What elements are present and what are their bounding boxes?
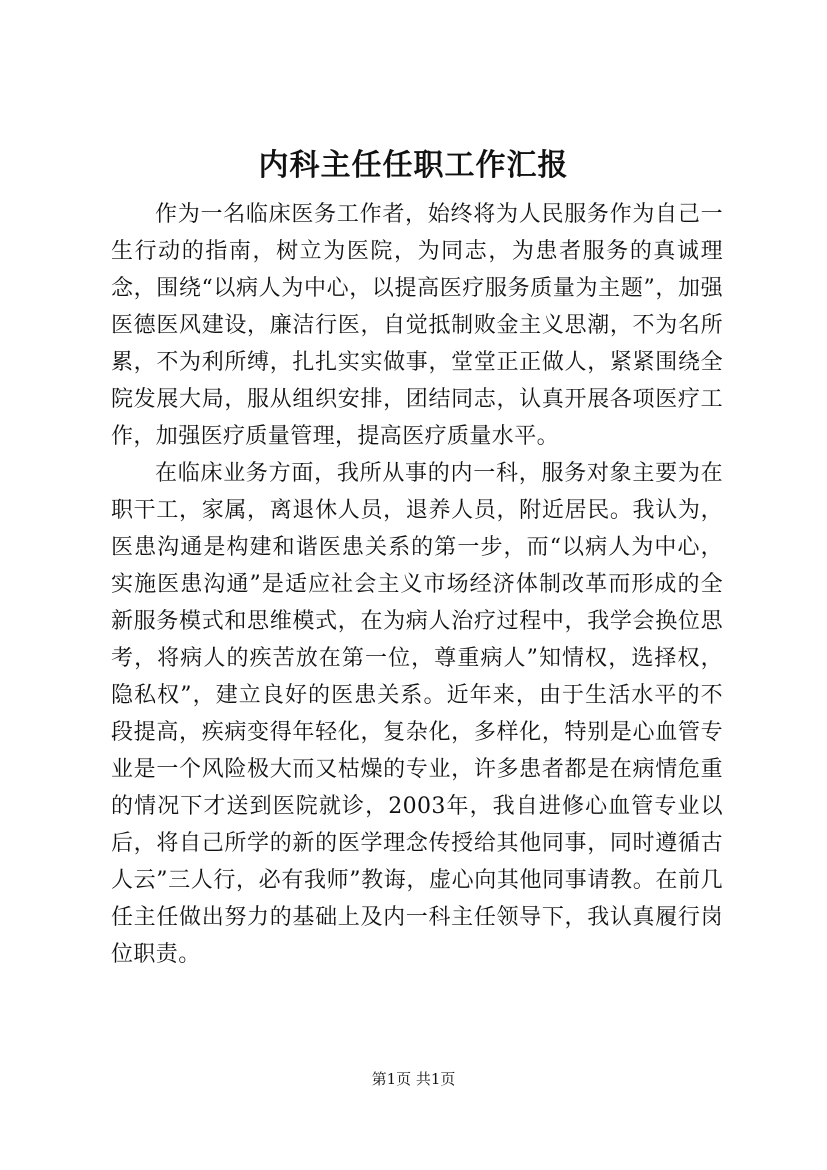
- page-footer: [0, 1068, 827, 1090]
- paragraph-2: 在临床业务方面，我所从事的内一科，服务对象主要为在职干工，家属，离退休人员，退养人员，附近居民。我认为，医患沟通是构建和谐医患关系的第一步，而“以病人为中心，实施医患沟通”是适应社会主义市场经济体制改革而形成的全新服务模式和思维模式，在为病人治疗过程中，我学会换位思考，将病人的疾苦放在第一位，尊重病人”知情权，选择权，隐私权”，建立良好的医患关系。近年来，由于生活水平的不段提高，疾病变得年轻化，复杂化，多样化，特别是心血管专业是一个风险极大而又枯燥的专业，许多患者都是在病情危重的情况下才送到医院就诊，2003年，我自进修心血管专业以后，将自己所学的新的医学理念传授给其他同事，同时遵循古人云”三人行，必有我师”教诲，虚心向其他同事请教。在前几任主任做出努力的基础上及内一科主任领导下，我认真履行岗位职责。: [111, 461, 723, 967]
- document-title: 内科主任任职工作汇报: [258, 148, 569, 183]
- page-number: 第1页 共1页: [371, 1070, 456, 1088]
- document-body: [111, 196, 723, 973]
- paragraph-1: 作为一名临床医务工作者，始终将为人民服务作为自己一生行动的指南，树立为医院，为同志，为患者服务的真诚理念，围绕“以病人为中心，以提高医疗服务质量为主题”，加强医德医风建设，廉洁行医，自觉抵制败金主义思潮，不为名所累，不为利所缚，扎扎实实做事，堂堂正正做人，紧紧围绕全院发展大局，服从组织安排，团结同志，认真开展各项医疗工作，加强医疗质量管理，提高医疗质量水平。: [111, 202, 723, 449]
